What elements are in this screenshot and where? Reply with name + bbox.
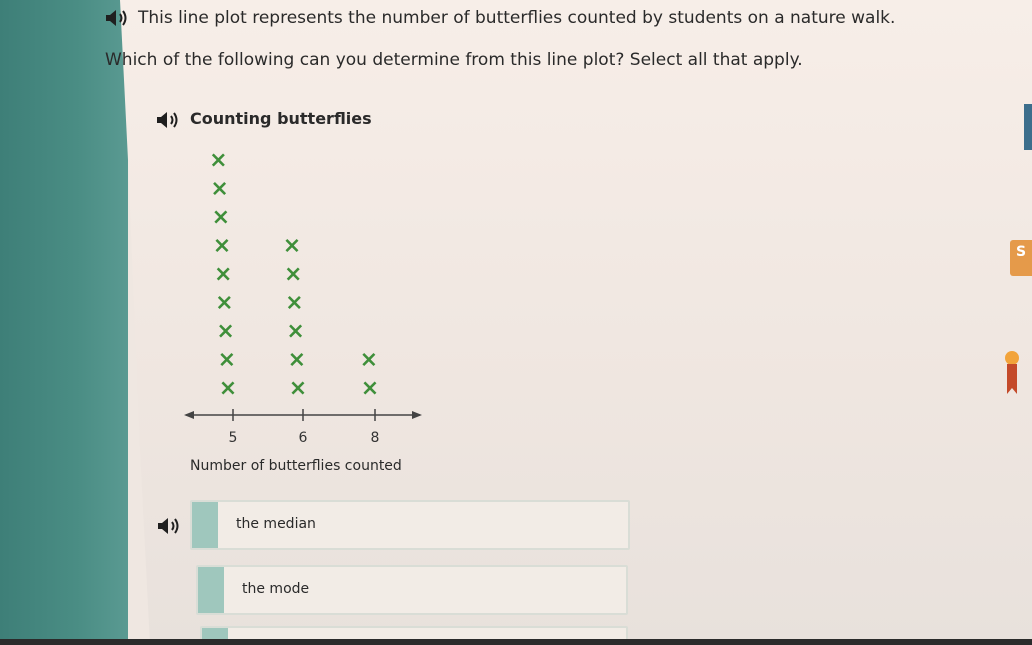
data-marker-5: × [216, 319, 235, 344]
answer-option-median[interactable] [190, 500, 630, 550]
side-tab[interactable] [1024, 104, 1032, 150]
tick-label: 6 [298, 430, 308, 446]
data-marker-5: × [213, 262, 233, 287]
data-marker-6: × [283, 262, 303, 287]
left-bezel [0, 0, 128, 645]
data-marker-5: × [211, 205, 231, 230]
answer-label: the mode [242, 581, 310, 597]
data-marker-6: × [288, 376, 308, 401]
answer-option-mode[interactable] [196, 565, 628, 615]
data-marker-5: × [218, 376, 238, 401]
data-marker-6: × [285, 290, 304, 316]
data-marker-5: × [210, 176, 229, 202]
line-plot [170, 140, 440, 460]
data-marker-6: × [286, 319, 305, 344]
arrow-right-icon [412, 411, 422, 419]
chart-title: Counting butterflies [190, 109, 372, 128]
tick-label: 8 [370, 430, 380, 446]
side-card[interactable]: S [1010, 240, 1032, 276]
answer-label: the median [236, 516, 316, 532]
speaker-icon[interactable] [155, 110, 183, 130]
data-marker-5: × [209, 148, 228, 173]
x-axis-label: Number of butterflies counted [190, 458, 402, 474]
checkbox[interactable] [192, 502, 218, 548]
data-marker-6: × [282, 233, 302, 259]
question-line-1: This line plot represents the number of butterflies counted by students on a nature walk. [138, 8, 896, 28]
data-marker-6: × [287, 347, 307, 373]
data-marker-5: × [215, 290, 234, 316]
speaker-icon[interactable] [104, 8, 132, 28]
data-marker-8: × [360, 376, 380, 401]
checkbox[interactable] [198, 567, 224, 613]
data-marker-5: × [217, 347, 237, 373]
tick-label: 5 [228, 430, 238, 446]
question-line-2: Which of the following can you determine from this line plot? Select all that apply. [105, 50, 803, 70]
award-ribbon-icon [1004, 350, 1020, 402]
arrow-left-icon [184, 411, 194, 419]
speaker-icon[interactable] [156, 516, 184, 536]
answer-option-partial[interactable] [200, 626, 628, 640]
bottom-bar [0, 639, 1032, 645]
data-marker-8: × [359, 347, 379, 373]
data-marker-5: × [212, 233, 232, 259]
